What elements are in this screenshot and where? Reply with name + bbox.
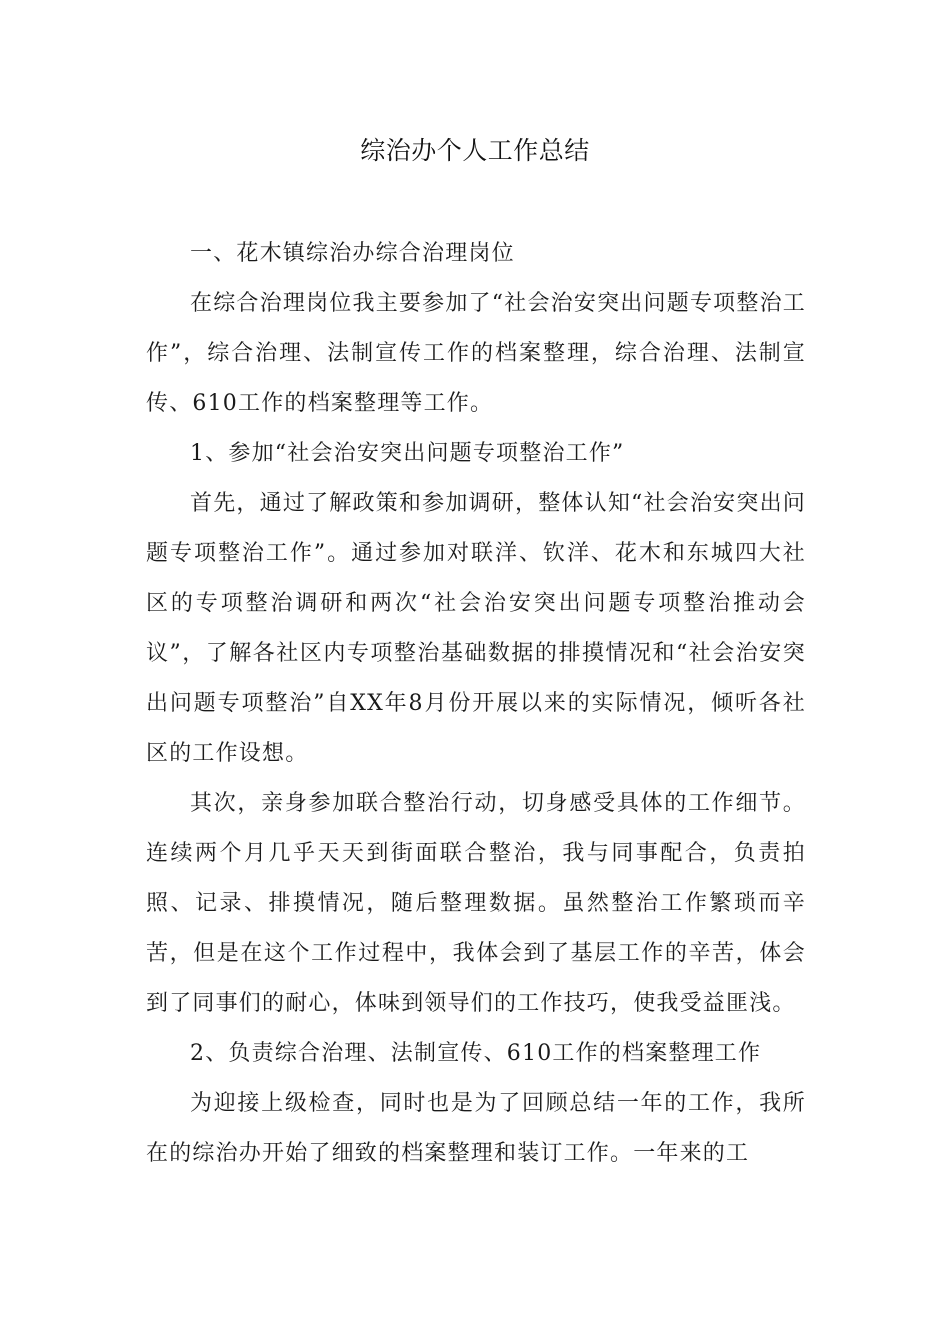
subsection-heading: 1、参加“社会治安突出问题专项整治工作” bbox=[190, 441, 625, 466]
paragraph: 其次，亲身参加联合整治行动，切身感受具体的工作细节。连续两个月几乎天天到街面联合整治，我与同事配合，负责拍照、记录、排摸情况，随后整理数据。虽然整治工作繁琐而辛苦，但是在这个工作过程中，我体会到了基层工作的辛苦，体会到了同事们的耐心，体味到领导们的工作技巧，使我受益匪浅。 bbox=[146, 791, 806, 1016]
paragraph: 首先，通过了解政策和参加调研，整体认知“社会治安突出问题专项整治工作”。通过参加对联洋、钦洋、花木和东城四大社区的专项整治调研和两次“社会治安突出问题专项整治推动会议”，了解各社区内专项整治基础数据的排摸情况和“社会治安突出问题专项整治”自XX年8月份开展以来的实际情况，倾听各社区的工作设想。 bbox=[146, 491, 806, 766]
paragraph: 为迎接上级检查，同时也是为了回顾总结一年的工作，我所在的综治办开始了细致的档案整理和装订工作。一年来的工 bbox=[146, 1091, 806, 1166]
section-heading: 一、花木镇综治办综合治理岗位 bbox=[190, 241, 515, 266]
paragraph: 在综合治理岗位我主要参加了“社会治安突出问题专项整治工作”，综合治理、法制宣传工作的档案整理，综合治理、法制宣传、610工作的档案整理等工作。 bbox=[146, 291, 806, 416]
subsection-heading: 2、负责综合治理、法制宣传、610工作的档案整理工作 bbox=[190, 1041, 762, 1066]
document-title: 综治办个人工作总结 bbox=[360, 136, 590, 165]
document-body bbox=[146, 229, 806, 1179]
